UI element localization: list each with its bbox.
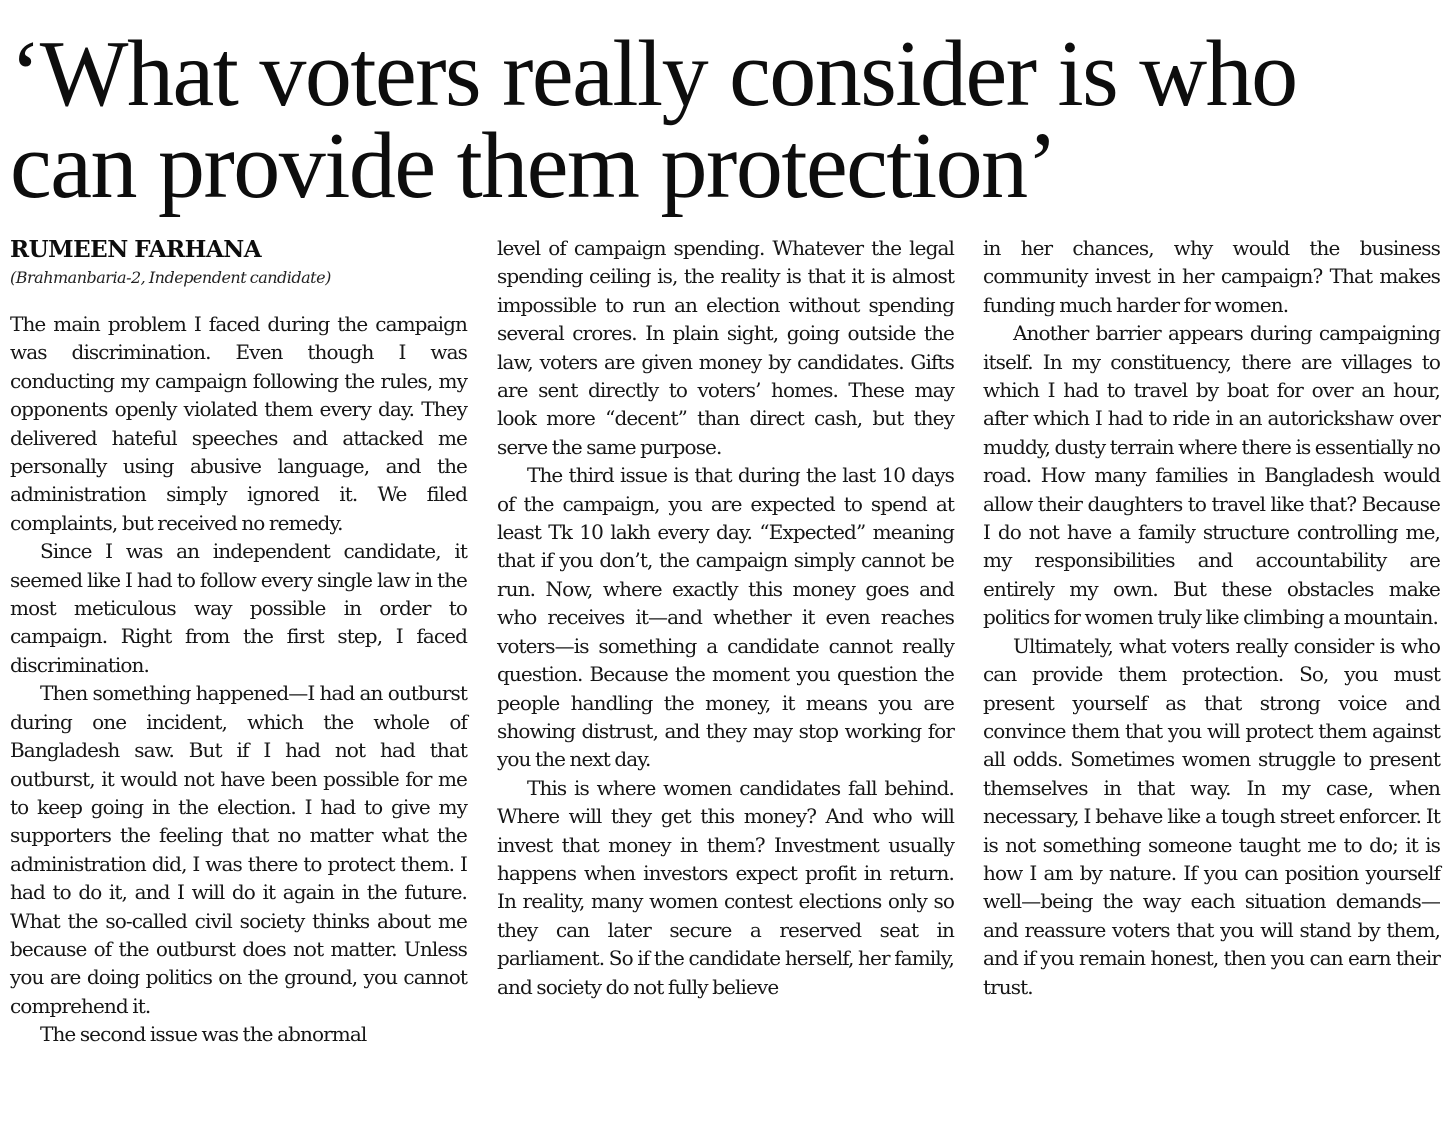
article-column-2 (497, 234, 954, 1001)
paragraph: Ultimately, what voters really consider is who can provide them protection. So, you must present yourself as that strong voice and convince them that you will protect them against all odds. Sometimes women struggle to present themselves in that way. In my case, when necessary, I behave like a tough street enforcer. It is not something someone taught me to do; it is how I am by nature. If you can position yourself well—being the way each situation demands—and reassure voters that you will stand by them, and if you remain honest, then you can earn their trust. (983, 633, 1440, 999)
paragraph: level of campaign spending. Whatever the legal spending ceiling is, the reality is that it is almost impossible to run an election without spending several crores. In plain sight, going outside the law, voters are given money by candidates. Gifts are sent directly to voters’ homes. These may look more “decent” than direct cash, but they serve the same purpose. (497, 236, 954, 459)
headline: ‘What voters really consider is who can provide them protection’ (10, 22, 1297, 218)
article-column-1 (10, 234, 467, 1049)
paragraph: Then something happened—I had an outburst during one incident, which the whole of Bangladesh saw. But if I had not had that outburst, it would not have been possible for me to keep going in the election. I had to give my supporters the feeling that no matter what the administration did, I was there to protect them. I had to do it, and I will do it again in the future. What the so-called civil society thinks about me because of the outburst does not matter. Unless you are doing politics on the ground, you cannot comprehend it. (10, 681, 467, 1018)
paragraph: This is where women candidates fall behind. Where will they get this money? And who will invest that money in them? Investment usually happens when investors expect profit in return. In reality, many women contest elections only so they can later secure a reserved seat in parliament. So if the candidate herself, her family, and society do not fully believe (497, 775, 954, 999)
paragraph: The main problem I faced during the campaign was discrimination. Even though I was conducting my campaign following the rules, my opponents openly violated them every day. They delivered hateful speeches and attacked me personally using abusive language, and the administration simply ignored it. We filed complaints, but received no remedy. (10, 312, 467, 535)
byline-role: (Brahmanbaria-2, Independent candidate) (10, 268, 331, 287)
paragraph: The second issue was the abnormal (40, 1022, 367, 1047)
byline-name: RUMEEN FARHANA (10, 236, 262, 263)
article-column-3 (983, 234, 1440, 1001)
paragraph: in her chances, why would the business community invest in her campaign? That makes funding much harder for women. (983, 236, 1440, 317)
paragraph: The third issue is that during the last 10 days of the campaign, you are expected to spend at least Tk 10 lakh every day. “Expected” meaning that if you don’t, the campaign simply cannot be run. Now, where exactly this money goes and who receives it—and whether it even reaches voters—is something a candidate cannot really question. Because the moment you question the people handling the money, it means you are showing distrust, and they may stop working for you the next day. (497, 463, 954, 772)
paragraph: Another barrier appears during campaigning itself. In my constituency, there are villages to which I had to travel by boat for over an hour, after which I had to ride in an autorickshaw over muddy, dusty terrain where there is essentially no road. How many families in Bangladesh would allow their daughters to travel like that? Because I do not have a family structure controlling me, my responsibilities and accountability are entirely my own. But these obstacles make politics for women truly like climbing a mountain. (983, 321, 1440, 630)
paragraph: Since I was an independent candidate, it seemed like I had to follow every single law in the most meticulous way possible in order to campaign. Right from the first step, I faced discrimination. (10, 539, 467, 677)
